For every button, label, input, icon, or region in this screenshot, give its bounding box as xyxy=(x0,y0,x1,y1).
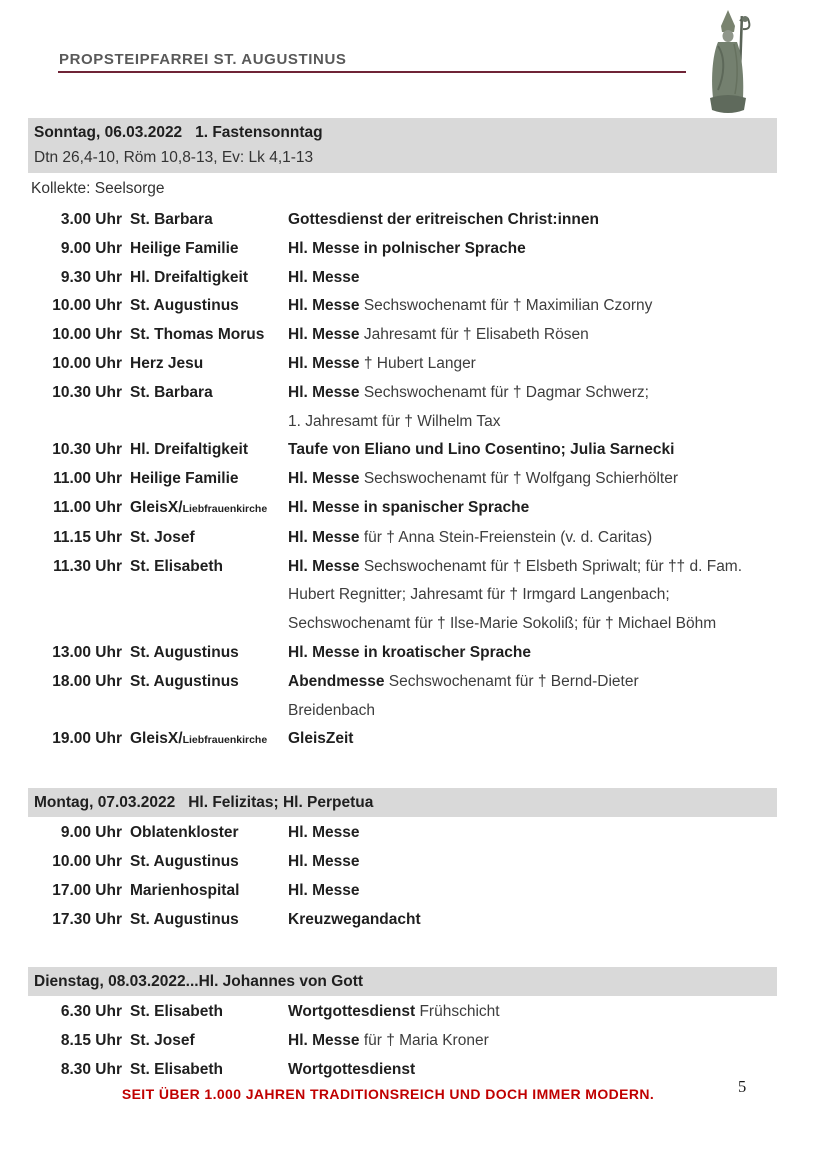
entry-location-name: St. Elisabeth xyxy=(130,1060,224,1078)
description-line: Abendmesse Sechswochenamt für † Bernd-Dieter xyxy=(288,672,639,690)
description-line: Hl. Messe Jahresamt für † Elisabeth Rösen xyxy=(288,326,589,344)
entry-time: 11.30 Uhr xyxy=(53,557,122,575)
day-readings: Dtn 26,4-10, Röm 10,8-13, Ev: Lk 4,1-13 xyxy=(34,149,314,166)
entry-location xyxy=(130,1056,280,1085)
schedule-entry-row xyxy=(28,877,777,906)
entry-time: 10.00 Uhr xyxy=(52,326,122,344)
description-line: Hl. Messe xyxy=(288,852,360,870)
entry-location-name: St. Augustinus xyxy=(130,643,239,661)
entry-location xyxy=(130,379,280,408)
entry-description xyxy=(288,848,777,877)
entry-location xyxy=(130,553,280,582)
entry-time: 11.15 Uhr xyxy=(53,528,122,546)
entry-time: 9.00 Uhr xyxy=(60,824,122,842)
description-line: Hl. Messe Sechswochenamt für † Dagmar Schwerz; xyxy=(288,383,649,401)
entry-description xyxy=(288,379,777,437)
entry-location-name: Hl. Dreifaltigkeit xyxy=(130,268,248,286)
entry-description xyxy=(288,350,777,379)
day-entries xyxy=(28,206,777,755)
footer-slogan: SEIT ÜBER 1.000 JAHREN TRADITIONSREICH UND DOCH IMMER MODERN. xyxy=(121,1086,655,1102)
entry-location-name: St. Elisabeth xyxy=(130,557,224,575)
entry-time: 10.30 Uhr xyxy=(52,383,122,401)
entry-location xyxy=(130,264,280,293)
entry-time: 8.15 Uhr xyxy=(60,1032,122,1050)
entry-description xyxy=(288,206,777,235)
entry-description xyxy=(288,465,777,494)
schedule-entry-row xyxy=(28,906,777,935)
description-line: Hl. Messe in polnischer Sprache xyxy=(288,239,526,257)
entry-location-name: St. Elisabeth xyxy=(130,1003,224,1021)
entry-location xyxy=(130,639,280,668)
day-title: Sonntag, 06.03.2022 1. Fastensonntag xyxy=(34,124,323,141)
description-line: Wortgottesdienst Frühschicht xyxy=(288,1003,500,1021)
entry-location-name: St. Barbara xyxy=(130,211,213,228)
description-line: Kreuzwegandacht xyxy=(288,910,421,928)
entry-description xyxy=(288,1056,777,1085)
entry-location-name: St. Augustinus xyxy=(130,672,239,690)
entry-location xyxy=(130,1027,280,1056)
day-header-bar xyxy=(28,118,777,173)
entry-location xyxy=(130,848,280,877)
entry-location-name: Marienhospital xyxy=(130,881,240,899)
entry-location-sub: Liebfrauenkirche xyxy=(182,734,268,747)
entry-description xyxy=(288,1027,777,1056)
entry-description xyxy=(288,639,777,668)
entry-location xyxy=(130,292,280,321)
entry-location xyxy=(130,465,280,494)
day-entries xyxy=(28,998,777,1084)
schedule-entry-row xyxy=(28,465,777,494)
entry-time: 17.00 Uhr xyxy=(52,881,122,899)
entry-description xyxy=(288,668,777,726)
entry-description xyxy=(288,494,777,523)
entry-location-name: St. Josef xyxy=(130,528,195,546)
description-line: Taufe von Eliano und Lino Cosentino; Julia Sarnecki xyxy=(288,441,675,459)
description-line: Hl. Messe Sechswochenamt für † Wolfgang Schierhölter xyxy=(288,470,679,488)
entry-time: 3.00 Uhr xyxy=(60,211,122,228)
entry-location-name: Herz Jesu xyxy=(130,354,204,372)
schedule-entry-row xyxy=(28,524,777,553)
day-section xyxy=(28,118,777,755)
entry-time: 10.00 Uhr xyxy=(52,354,122,372)
entry-description xyxy=(288,725,777,754)
description-line: Sechswochenamt für † Ilse-Marie Sokoliß; für † Michael Böhm xyxy=(288,615,717,633)
entry-location-name: St. Josef xyxy=(130,1032,195,1050)
description-line: Hl. Messe xyxy=(288,268,360,286)
schedule-entry-row xyxy=(28,1027,777,1056)
description-line: Wortgottesdienst xyxy=(288,1060,416,1078)
entry-location-name: Oblatenkloster xyxy=(130,824,239,842)
entry-location xyxy=(130,436,280,465)
description-line: Hl. Messe Sechswochenamt für † Maximilian Czorny xyxy=(288,297,653,315)
entry-location xyxy=(130,350,280,379)
entry-location-name: St. Thomas Morus xyxy=(130,326,265,344)
entry-location-name: GleisX/ xyxy=(130,730,183,748)
entry-description xyxy=(288,877,777,906)
description-line: Hubert Regnitter; Jahresamt für † Irmgard Langenbach; xyxy=(288,586,670,604)
day-title: Montag, 07.03.2022 Hl. Felizitas; Hl. Perpetua xyxy=(34,794,374,812)
description-line: Hl. Messe in spanischer Sprache xyxy=(288,498,530,516)
entry-time: 6.30 Uhr xyxy=(60,1003,122,1021)
entry-location xyxy=(130,668,280,697)
entry-time: 17.30 Uhr xyxy=(52,910,122,928)
schedule-entry-row xyxy=(28,436,777,465)
entry-location-sub: Liebfrauenkirche xyxy=(182,502,268,515)
entry-location-name: Heilige Familie xyxy=(130,470,239,488)
entry-location-name: St. Augustinus xyxy=(130,910,239,928)
entry-location xyxy=(130,819,280,848)
description-line: Breidenbach xyxy=(288,701,376,719)
schedule-entry-row xyxy=(28,494,777,524)
day-header-bar xyxy=(28,788,777,817)
entry-time: 9.00 Uhr xyxy=(60,239,122,257)
schedule-entry-row xyxy=(28,206,777,235)
entry-description xyxy=(288,553,777,639)
entry-location-name: Heilige Familie xyxy=(130,239,239,257)
schedule-entry-row xyxy=(28,725,777,755)
description-line: Hl. Messe xyxy=(288,881,360,899)
entry-location xyxy=(130,524,280,553)
entry-location-name: Hl. Dreifaltigkeit xyxy=(130,441,248,459)
day-section xyxy=(28,788,777,934)
description-line: Gottesdienst der eritreischen Christ:innen xyxy=(288,211,599,228)
entry-location-name: GleisX/ xyxy=(130,498,183,516)
entry-time: 11.00 Uhr xyxy=(53,470,122,488)
entry-time: 8.30 Uhr xyxy=(60,1060,122,1078)
schedule-entry-row xyxy=(28,264,777,293)
day-section xyxy=(28,967,777,1084)
entry-location xyxy=(130,998,280,1027)
schedule-entry-row xyxy=(28,668,777,726)
description-line: Hl. Messe xyxy=(288,824,360,842)
parish-name-heading: PROPSTEIPFARREI ST. AUGUSTINUS xyxy=(59,51,347,68)
collection-note: Kollekte: Seelsorge xyxy=(31,180,165,197)
entry-description xyxy=(288,436,777,465)
day-entries xyxy=(28,819,777,934)
description-line: Hl. Messe Sechswochenamt für † Elsbeth Spriwalt; für †† d. Fam. xyxy=(288,557,743,575)
entry-description xyxy=(288,998,777,1027)
schedule-body xyxy=(28,118,777,1085)
schedule-entry-row xyxy=(28,292,777,321)
entry-description xyxy=(288,292,777,321)
entry-location xyxy=(130,494,280,524)
entry-time: 19.00 Uhr xyxy=(52,730,122,748)
day-header-bar xyxy=(28,967,777,996)
entry-location xyxy=(130,877,280,906)
entry-description xyxy=(288,524,777,553)
entry-location xyxy=(130,725,280,755)
description-line: Hl. Messe † Hubert Langer xyxy=(288,354,476,372)
entry-description xyxy=(288,321,777,350)
entry-time: 10.30 Uhr xyxy=(52,441,122,459)
entry-description xyxy=(288,819,777,848)
entry-location xyxy=(130,206,280,235)
entry-time: 9.30 Uhr xyxy=(60,268,122,286)
entry-location xyxy=(130,321,280,350)
entry-location-name: St. Barbara xyxy=(130,383,213,401)
schedule-entry-row xyxy=(28,1056,777,1085)
entry-time: 10.00 Uhr xyxy=(52,852,122,870)
schedule-entry-row xyxy=(28,379,777,437)
day-title: Dienstag, 08.03.2022...Hl. Johannes von Gott xyxy=(34,973,364,991)
entry-description xyxy=(288,906,777,935)
schedule-entry-row xyxy=(28,819,777,848)
schedule-entry-row xyxy=(28,848,777,877)
augustinus-statue-icon xyxy=(697,6,759,118)
entry-location xyxy=(130,235,280,264)
schedule-entry-row xyxy=(28,553,777,639)
description-line: Hl. Messe für † Maria Kroner xyxy=(288,1032,489,1050)
entry-time: 18.00 Uhr xyxy=(52,672,122,690)
schedule-entry-row xyxy=(28,235,777,264)
entry-location xyxy=(130,906,280,935)
augustinus-statue-image xyxy=(697,6,759,118)
description-line: 1. Jahresamt für † Wilhelm Tax xyxy=(288,412,501,430)
header-divider-rule xyxy=(58,71,686,73)
entry-time: 13.00 Uhr xyxy=(52,643,122,661)
schedule-entry-row xyxy=(28,321,777,350)
schedule-entry-row xyxy=(28,998,777,1027)
entry-location-name: St. Augustinus xyxy=(130,852,239,870)
description-line: GleisZeit xyxy=(288,730,354,748)
entry-time: 10.00 Uhr xyxy=(52,297,122,315)
page-number: 5 xyxy=(738,1077,747,1096)
entry-description xyxy=(288,264,777,293)
entry-time: 11.00 Uhr xyxy=(53,498,122,516)
schedule-entry-row xyxy=(28,639,777,668)
schedule-entry-row xyxy=(28,350,777,379)
description-line: Hl. Messe in kroatischer Sprache xyxy=(288,643,531,661)
entry-description xyxy=(288,235,777,264)
description-line: Hl. Messe für † Anna Stein-Freienstein (v. d. Caritas) xyxy=(288,528,653,546)
entry-location-name: St. Augustinus xyxy=(130,297,239,315)
